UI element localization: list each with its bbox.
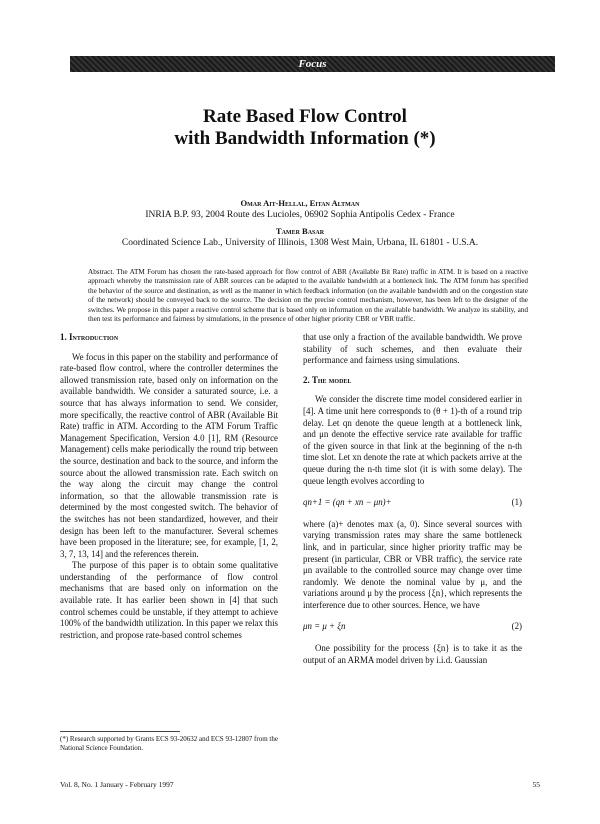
- abstract: Abstract. The ATM Forum has chosen the rate-based approach for flow control of ABR (Available Bit Rate) traffic in ATM. It is based on a reactive approach whereby the transmission rate of ABR sources can be adapted to the available bandwidth at a bottleneck link. The ATM forum has specified the behavior of the source and destination, as well as the manner in which feedback information (on the available bandwidth and on the congestion state of the network) should be conveyed back to the source. The decision on the precise control mechanism, however, has been left to the designer of the switches. We propose in this paper a reactive control scheme that is based only on information on the available bandwidth. We analyze its stability, and then test its performance and fairness by simulations, in the presence of other higher priority CBR or VBR traffic.: [88, 268, 528, 324]
- page-number: 55: [532, 780, 540, 789]
- intro-paragraph-2: The purpose of this paper is to obtain some qualitative understanding of the performance of flow control mechanisms that are based only on information on the available rate. It has earlier been shown in [4] that such control schemes could be unstable, if they attempt to achieve 100% of the bandwidth utilization. In this paper we relax this restriction, and propose rate-based control schemes: [60, 560, 278, 640]
- paper-title-line2: with Bandwidth Information (*): [174, 128, 436, 149]
- author-affiliation-1: INRIA B.P. 93, 2004 Route des Lucioles, 06902 Sophia Antipolis Cedex - France: [145, 210, 455, 220]
- model-paragraph-3: One possibility for the process {ξn} is to take it as the output of an ARMA model driven by i.i.d. Gaussian: [303, 643, 522, 665]
- equation-2: [303, 621, 522, 633]
- equation-1: [303, 497, 522, 509]
- journal-issue-info: Vol. 8, No. 1 January - February 1997: [60, 780, 174, 789]
- focus-banner: [70, 56, 555, 72]
- equation-1-body: qn+1 = (qn + xn − μn)+: [303, 497, 392, 508]
- author-names-1: Omar Ait-Hellal, Eitan Altman: [240, 198, 360, 208]
- author-affiliation-2: Coordinated Science Lab., University of Illinois, 1308 West Main, Urbana, IL 61801 - U.S.A.: [121, 238, 479, 248]
- intro-paragraph-1: We focus in this paper on the stability and performance of rate-based flow control, where the controller determines the allowed transmission rate, based only on information on the available bandwidth. We consider a saturated source, i.e. a source that has always information to send. We consider, more specifically, the reactive control of ABR (Available Bit Rate) traffic in ATM. According to the ATM Forum Traffic Management Specification, Version 4.0 [1], RM (Resource Management) cells make periodically the round trip between the source, destination and back to the source, and inform the source about the allowed transmission rate. Each switch on the way along the circuit may change the control information, so that the allowable transmission rate is determined by the most congested switch. The behavior of the switches has not been standardized, however, and their design has been left to the manufacturer. Several schemes have been proposed in the literature; see, for example, [1, 2, 3, 7, 13, 14] and the references therein.: [60, 351, 278, 559]
- equation-2-number: (2): [511, 621, 522, 632]
- left-column: [60, 332, 278, 641]
- section-heading-model: 2. The model: [303, 374, 352, 385]
- section-heading-introduction: 1. Introduction: [60, 332, 119, 342]
- right-column: [303, 332, 522, 666]
- footnote-divider: [60, 731, 180, 732]
- footnote: (*) Research supported by Grants ECS 93-20632 and ECS 93-12807 from the National Science Foundation.: [60, 735, 278, 752]
- intro-continuation: that use only a fraction of the available bandwidth. We prove stability of such schemes, and then evaluate their performance and fairness using simulations.: [303, 332, 522, 366]
- paper-title-line1: Rate Based Flow Control: [203, 106, 407, 127]
- model-paragraph-2: where (a)+ denotes max (a, 0). Since several sources with varying transmission rates may share the same bottleneck link, and in particular, since higher priority traffic may be present (in particular, CBR or VBR traffic), the service rate μn available to the controlled source may change over time randomly. We denote the nominal value by μ, and the variations around μ by the process {ξn}, which represents the interference due to other sources. Hence, we have: [303, 518, 522, 610]
- banner-label: Focus: [298, 58, 327, 70]
- equation-1-number: (1): [511, 497, 522, 508]
- author-names-2: Tamer Basar: [275, 226, 325, 236]
- equation-2-body: μn = μ + ξn: [303, 621, 346, 632]
- model-paragraph-1: We consider the discrete time model considered earlier in [4]. A time unit here corresponds to (θ + 1)-th of a round trip delay. Let qn denote the queue length at a bottleneck link, and μn denote the effective service rate available for traffic of the given source in that link at the beginning of the n-th time slot. Let xn denote the rate at which packets arrive at the queue during the n-th time slot (it is with some delay). The queue length evolves according to: [303, 394, 522, 486]
